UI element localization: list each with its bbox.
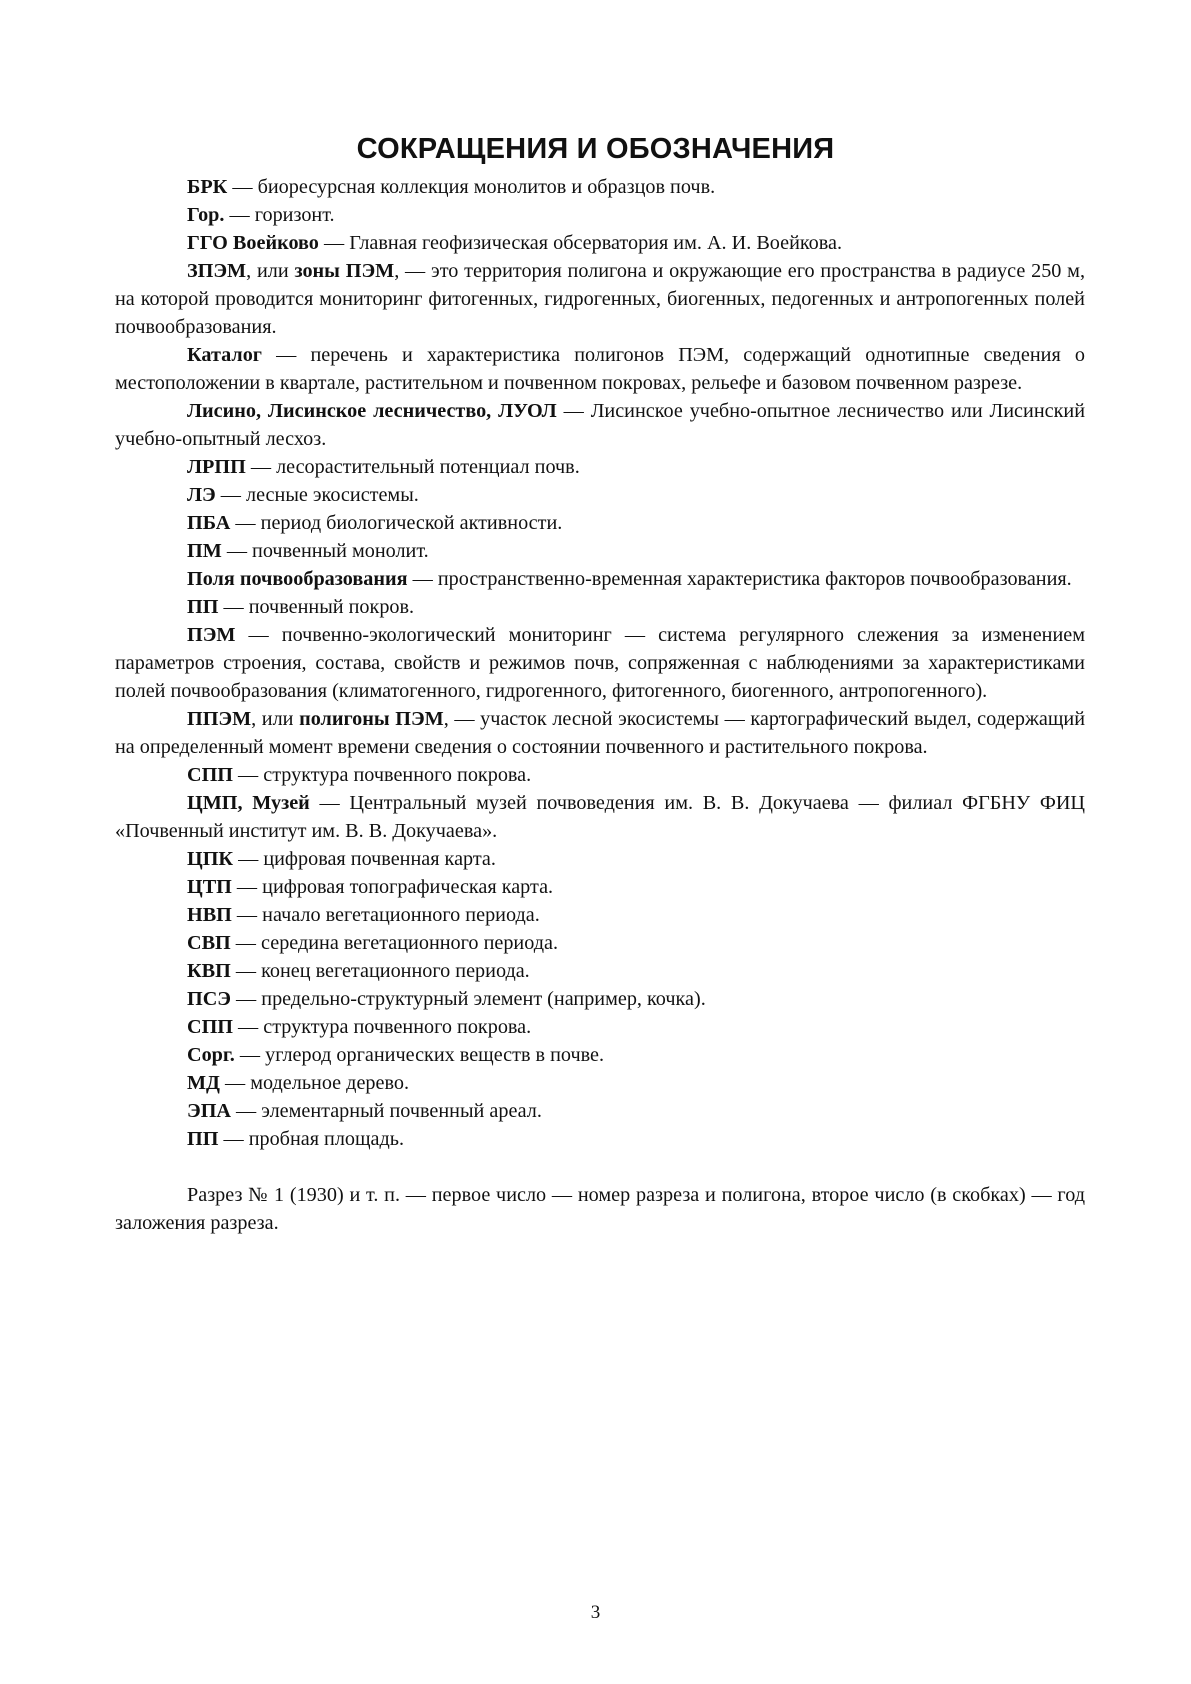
entry-term: СПП — [187, 764, 233, 786]
entry-svp — [115, 929, 1085, 957]
entry-pp-cover — [115, 593, 1085, 621]
entry-definition: — углерод органических веществ в почве. — [234, 1044, 605, 1066]
entry-tstp — [115, 873, 1085, 901]
entry-zpem — [115, 257, 1085, 341]
entry-definition: — цифровая топографическая карта. — [231, 876, 554, 898]
entry-term: Гор. — [187, 204, 225, 226]
entry-ggo — [115, 229, 1085, 257]
entry-pm — [115, 537, 1085, 565]
entry-term: ЦМП, Музей — [187, 792, 310, 814]
entry-pse — [115, 985, 1085, 1013]
entry-definition: — пространственно-временная характеристика факторов почвообразования. — [407, 568, 1072, 590]
entry-definition: — начало вегетационного периода. — [231, 904, 540, 926]
entry-term: ЭПА — [187, 1100, 231, 1122]
entry-connector: , или — [246, 260, 295, 282]
entry-lrpp — [115, 453, 1085, 481]
entry-term: ППЭМ — [187, 708, 252, 730]
entry-polya — [115, 565, 1085, 593]
entry-definition: — лесные экосистемы. — [215, 484, 419, 506]
entry-definition: — пробная площадь. — [218, 1128, 405, 1150]
entry-nvp — [115, 901, 1085, 929]
entry-definition: — почвенный покров. — [218, 596, 415, 618]
entry-definition: — цифровая почвенная карта. — [233, 848, 496, 870]
entry-kvp — [115, 957, 1085, 985]
entry-definition: — перечень и характеристика полигонов ПЭМ, содержащий однотипные сведения о местоположении в квартале, растительном и почвенном покровах, рельефе и базовом почвенном разрезе. — [115, 344, 1085, 394]
entry-tsmp — [115, 789, 1085, 845]
entry-term: ПБА — [187, 512, 231, 534]
entry-definition: — горизонт. — [224, 204, 335, 226]
entry-term: СПП — [187, 1016, 233, 1038]
entry-spp — [115, 761, 1085, 789]
entry-definition: — структура почвенного покрова. — [232, 764, 532, 786]
entry-pp-plot — [115, 1125, 1085, 1153]
entry-lisino — [115, 397, 1085, 453]
entry-term: НВП — [187, 904, 232, 926]
entry-definition: — лесорастительный потенциал почв. — [245, 456, 580, 478]
entry-definition: — середина вегетационного периода. — [230, 932, 559, 954]
entry-term: СВП — [187, 932, 231, 954]
entry-tspk — [115, 845, 1085, 873]
entry-term: БРК — [187, 176, 228, 198]
entry-term: Лисино, Лисинское лесничество, ЛУОЛ — [187, 400, 557, 422]
entry-definition: , — участок лесной экосистемы — картографический выдел, содержащий на определенный момент времени сведения о состоянии почвенного и растительного покрова. — [115, 708, 1085, 758]
entry-term: ПП — [187, 596, 219, 618]
entry-term: ПМ — [187, 540, 222, 562]
page-number: 3 — [590, 1602, 601, 1623]
entry-le — [115, 481, 1085, 509]
entry-ppem — [115, 705, 1085, 761]
page-title: СОКРАЩЕНИЯ И ОБОЗНАЧЕНИЯ — [356, 133, 835, 166]
entry-definition: — Лисинское учебно-опытное лесничество или Лисинский учебно-опытный лесхоз. — [115, 400, 1085, 450]
entry-term: МД — [187, 1072, 220, 1094]
entry-spp-2 — [115, 1013, 1085, 1041]
entry-term: Поля почвообразования — [187, 568, 408, 590]
entry-term: КВП — [187, 960, 231, 982]
section-note: Разрез № 1 (1930) и т. п. — первое число — номер разреза и полигона, второе число (в скобках) — год заложения разреза. — [115, 1184, 1085, 1234]
entry-definition: — Главная геофизическая обсерватория им. А. И. Воейкова. — [318, 232, 843, 254]
entry-definition: — почвенно-экологический мониторинг — система регулярного слежения за изменением параметров строения, состава, свойств и режимов почв, сопряженная с наблюдениями за характеристиками полей почвообразования (климатогенного, гидрогенного, фитогенного, биогенного, антропогенного). — [115, 624, 1085, 702]
entry-definition: — предельно-структурный элемент (например, кочка). — [230, 988, 706, 1010]
entry-term: ЦПК — [187, 848, 234, 870]
entry-definition: — конец вегетационного периода. — [230, 960, 530, 982]
entry-definition: — почвенный монолит. — [221, 540, 429, 562]
entry-definition: — элементарный почвенный ареал. — [230, 1100, 542, 1122]
entry-term: ЗПЭМ — [187, 260, 247, 282]
entry-epa — [115, 1097, 1085, 1125]
entry-term: ПЭМ — [187, 624, 236, 646]
entry-katalog — [115, 341, 1085, 397]
entry-term-alt: полигоны ПЭМ — [299, 708, 444, 730]
entry-term: ГГО Воейково — [187, 232, 319, 254]
entry-pem — [115, 621, 1085, 705]
entry-term: Каталог — [187, 344, 262, 366]
entry-definition: , — это территория полигона и окружающие его пространства в радиусе 250 м, на которой проводится мониторинг фитогенных, гидрогенных, биогенных, педогенных и антропогенных полей почвообразования. — [115, 260, 1085, 338]
entry-term: Сорг. — [187, 1044, 235, 1066]
entry-pba — [115, 509, 1085, 537]
entry-sorg — [115, 1041, 1085, 1069]
entry-definition: — Центральный музей почвоведения им. В. В. Докучаева — филиал ФГБНУ ФИЦ «Почвенный институт им. В. В. Докучаева». — [115, 792, 1086, 842]
entry-connector: , или — [251, 708, 300, 730]
entry-term: ЦТП — [187, 876, 232, 898]
entry-term: ПСЭ — [187, 988, 231, 1010]
entry-definition: — модельное дерево. — [219, 1072, 410, 1094]
entry-term: ЛЭ — [187, 484, 216, 506]
entry-term: ПП — [187, 1128, 219, 1150]
entry-term-alt: зоны ПЭМ — [294, 260, 395, 282]
entry-definition: — период биологической активности. — [230, 512, 563, 534]
entry-term: ЛРПП — [187, 456, 246, 478]
entry-gor — [115, 201, 1085, 229]
entry-definition: — структура почвенного покрова. — [232, 1016, 532, 1038]
entry-definition: — биоресурсная коллекция монолитов и образцов почв. — [227, 176, 716, 198]
entry-brk — [115, 173, 1085, 201]
entry-md — [115, 1069, 1085, 1097]
abbreviations-list — [115, 173, 1085, 1237]
